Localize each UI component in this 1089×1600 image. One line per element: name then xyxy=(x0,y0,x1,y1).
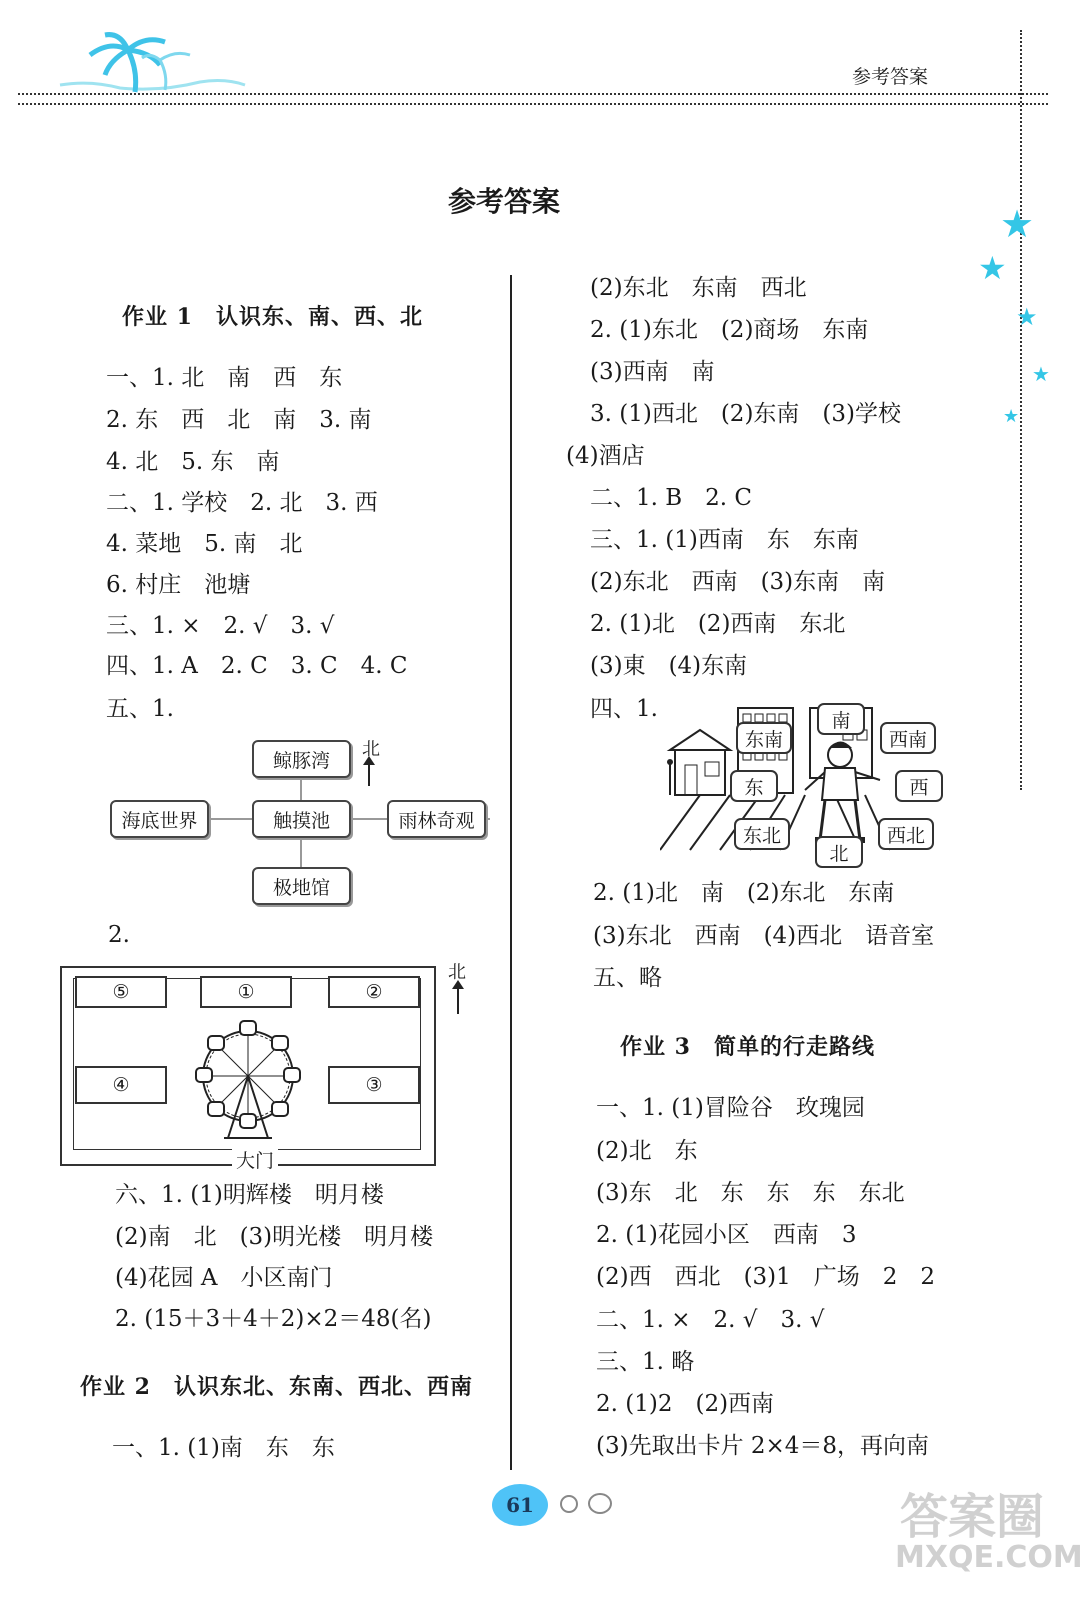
direction-tag-southeast: 东南 xyxy=(736,722,792,754)
watermark-url: MXQE.COM xyxy=(895,1540,1083,1575)
answer-line: 2. (1)花园小区 西南 3 xyxy=(596,1222,857,1248)
answer-line: 2. (1)2 (2)西南 xyxy=(596,1391,775,1417)
north-label: 北 xyxy=(448,962,466,983)
map-label-bottom: 极地馆 xyxy=(252,867,351,905)
column-divider xyxy=(510,275,512,1470)
answer-line: 二、1. B 2. C xyxy=(590,485,753,511)
answer-line: 一、1. 北 南 西 东 xyxy=(106,365,343,391)
direction-tag-west: 西 xyxy=(895,770,943,802)
north-arrow-icon xyxy=(368,762,370,786)
answer-line: 2. 东 西 北 南 3. 南 xyxy=(106,407,372,433)
page-number-badge xyxy=(492,1484,548,1526)
direction-tag-southwest: 西南 xyxy=(880,722,936,754)
answer-line: 三、1. 略 xyxy=(596,1349,695,1375)
footer-circle-icon xyxy=(560,1495,578,1513)
answer-line: (3)西南 南 xyxy=(590,359,715,385)
direction-tag-east: 东 xyxy=(730,770,778,802)
answer-line: 2. (15＋3＋4＋2)×2＝48(名) xyxy=(115,1306,432,1332)
section-title-3: 作业 3 简单的行走路线 xyxy=(620,1034,875,1060)
map-aquarium xyxy=(105,730,490,910)
page-number: 61 xyxy=(506,1493,534,1517)
zone-1: ① xyxy=(200,976,292,1008)
street-illustration xyxy=(660,700,950,865)
star-icon: ★ xyxy=(1000,202,1035,246)
answer-line: 六、1. (1)明辉楼 明月楼 xyxy=(115,1182,384,1208)
watermark-text: 答案圈 xyxy=(900,1489,1045,1545)
palm-tree-icon xyxy=(50,30,250,100)
gate-label: 大门 xyxy=(232,1146,278,1176)
answer-line: (4)酒店 xyxy=(566,443,645,469)
answer-line: 4. 北 5. 东 南 xyxy=(106,449,280,475)
answer-line: 2. (1)北 南 (2)东北 东南 xyxy=(593,880,895,906)
answer-line: 3. (1)西北 (2)东南 (3)学校 xyxy=(590,401,901,427)
map-label-center: 触摸池 xyxy=(252,800,351,838)
section-title-1: 作业 1 认识东、南、西、北 xyxy=(122,304,423,330)
north-arrow-head xyxy=(363,756,375,765)
answer-line: 五、1. xyxy=(106,696,174,722)
star-icon: ★ xyxy=(978,249,1007,287)
answer-line: 四、1. xyxy=(590,696,658,722)
header-title: 参考答案 xyxy=(852,66,929,88)
header-rule-2 xyxy=(18,103,1048,105)
zone-3: ③ xyxy=(328,1066,420,1104)
answer-line: 五、略 xyxy=(593,965,662,991)
answer-line: 四、1. A 2. C 3. C 4. C xyxy=(106,653,408,679)
answer-line: 三、1. × 2. √ 3. √ xyxy=(106,613,335,639)
answer-line: 三、1. (1)西南 东 东南 xyxy=(590,527,859,553)
page-title: 参考答案 xyxy=(448,185,561,218)
answer-line: 一、1. (1)冒险谷 玫瑰园 xyxy=(596,1095,865,1121)
answer-line: (2)西 西北 (3)1 广场 2 2 xyxy=(596,1264,936,1290)
footer-circle-icon xyxy=(588,1493,612,1514)
direction-tag-north: 北 xyxy=(815,836,863,868)
zone-2: ② xyxy=(328,976,420,1008)
map-label-left: 海底世界 xyxy=(110,800,209,838)
map-label-top: 鲸豚湾 xyxy=(252,740,351,778)
answer-line: (4)花园 A 小区南门 xyxy=(115,1265,333,1291)
answer-line: 4. 菜地 5. 南 北 xyxy=(106,531,303,557)
section-title-2: 作业 2 认识东北、东南、西北、西南 xyxy=(80,1374,473,1400)
answer-line: (3)先取出卡片 2×4＝8，再向南 xyxy=(596,1433,930,1459)
ferris-wheel-icon xyxy=(188,1016,308,1146)
answer-line: 一、1. (1)南 东 东 xyxy=(112,1435,335,1461)
map-label-right: 雨林奇观 xyxy=(387,800,486,838)
right-margin-rule xyxy=(1020,30,1022,790)
answer-line: 2. (1)东北 (2)商场 东南 xyxy=(590,317,869,343)
answer-line: (2)北 东 xyxy=(596,1138,698,1164)
answer-line: 二、1. × 2. √ 3. √ xyxy=(596,1307,825,1333)
star-icon: ★ xyxy=(1032,362,1050,386)
star-icon: ★ xyxy=(1016,303,1038,331)
star-icon: ★ xyxy=(1003,406,1020,427)
answer-line: (2)东北 西南 (3)东南 南 xyxy=(590,569,886,595)
direction-tag-northeast: 东北 xyxy=(734,818,790,850)
zone-4: ④ xyxy=(75,1066,167,1104)
header-rule-1 xyxy=(18,93,1048,95)
zone-5: ⑤ xyxy=(75,976,167,1008)
direction-tag-northwest: 西北 xyxy=(878,818,934,850)
watermark xyxy=(895,1478,1083,1578)
question-label: 2. xyxy=(108,922,130,948)
answer-line: (3)东 北 东 东 东 东北 xyxy=(596,1180,905,1206)
answer-line: (3)东北 西南 (4)西北 语音室 xyxy=(593,923,935,949)
north-label: 北 xyxy=(362,739,380,760)
map-amusement-park xyxy=(60,958,480,1173)
header-decoration xyxy=(50,30,250,100)
answer-line: 二、1. 学校 2. 北 3. 西 xyxy=(106,490,378,516)
north-arrow-head xyxy=(452,980,464,989)
answer-line: 2. (1)北 (2)西南 东北 xyxy=(590,611,846,637)
answer-line: 6. 村庄 池塘 xyxy=(106,572,251,598)
answer-line: (2)东北 东南 西北 xyxy=(590,275,807,301)
answer-line: (2)南 北 (3)明光楼 明月楼 xyxy=(115,1224,434,1250)
north-arrow-icon xyxy=(457,986,459,1014)
direction-tag-south: 南 xyxy=(817,703,865,735)
answer-line: (3)東 (4)东南 xyxy=(590,653,748,679)
